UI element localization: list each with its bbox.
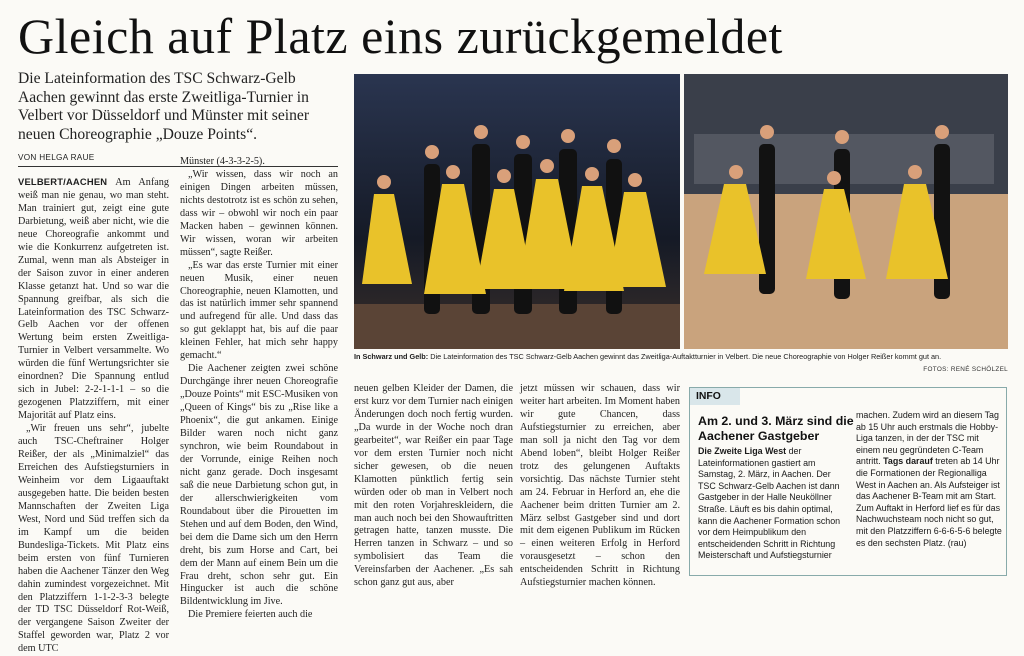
article-column-2 xyxy=(180,156,338,621)
info-text: der Lateinformationen gastiert am Samstag, 2. März, in Aachen. Der TSC Schwarz-Gelb Aachen ist dann Gastgeber in der Halle Neuköllner Straße. Läuft es bis dahin optimal, kann die Aachener Formation schon vor dem Heimpublikum den entscheidenden Schritt in Richtung Meisterschaft und Aufstiegsturnier xyxy=(698,446,841,561)
caption-text: Die Lateinformation des TSC Schwarz-Gelb Aachen gewinnt das Zweitliga-Auftaktturnier in Velbert. Die neue Choreographie von Holger Reißer kommt gut an. xyxy=(428,352,942,361)
article-column-3 xyxy=(354,383,513,589)
byline: VON HELGA RAUE xyxy=(18,151,338,167)
info-heading: Am 2. und 3. März sind die Aachener Gastgeber xyxy=(698,414,854,443)
paragraph: „Wir freuen uns sehr“, jubelte auch TSC-Cheftrainer Holger Reißer, der als „Minimalziel“ das Erreichen des Aufstiegsturniers in Weinheim vor dem Ligaauftakt ausgegeben hatte. Die beiden besten Mannschaften der Zweiten Liga West, Nord und Süd treffen sich da im Kampf um die beiden Bundesliga-Tickets. Mit Platz eins beim ersten von fünf Turnieren haben die Aachener Tänzer den Weg dahin zumindest vorgezeichnet. Mit den Platzziffern 1-1-2-3-3 belegte der TD TSC Düsseldorf Rot-Weiß, der vergangene Saison Zweiter der Staffel geworden war, Platz 2 vor dem UTC xyxy=(18,423,169,655)
info-text: machen. Zudem wird an diesem Tag ab 15 Uhr auch erstmals die Hobby-Liga tanzen, in der der TSC mit einem neu gegründeten C-Team antritt. xyxy=(856,410,999,467)
article-headline: Gleich auf Platz eins zurückgemeldet xyxy=(18,8,783,64)
photo-credit: FOTOS: RENÉ SCHÖLZEL xyxy=(923,366,1008,373)
article-column-4 xyxy=(520,383,680,589)
caption-lead: In Schwarz und Gelb: xyxy=(354,352,429,361)
paragraph: Münster (4-3-3-2-5). xyxy=(180,156,265,167)
paragraph: Die Premiere feierten auch die xyxy=(188,609,313,621)
dateline: VELBERT/AACHEN xyxy=(18,176,108,187)
info-column-1 xyxy=(698,446,850,570)
photo-formation-couples xyxy=(684,74,1008,349)
info-lead: Die Zweite Liga West xyxy=(698,446,787,456)
article-column-1 xyxy=(18,176,169,655)
paragraph: Die Aachener zeigten zwei schöne Durchgänge ihrer neuen Choreografie „Douze Points“ mit ESC-Musiken von „Queen of Kings“ bis zu „Rise like a Phoenix“, die gut ankamen. Einige Bilder waren noch nicht ganz synchron, wie beim Roundabout in der Vorrunde, einige Reihen noch nicht ganz gerade. Doch insgesamt saß die neue Darbietung schon gut, in der allerschwierigkeiten vom Roundabout über die Pirouetten im Stehen und auf dem Boden, den Wind, bei dem die Dame sich um den Herrn dreht, bis zum Horse and Cart, bei dem der Mann auf einem Bein um die Frau dreht, schon sehr gut. Ein Hingucker ist auch die schöne Bildentwicklung im Jive. xyxy=(180,363,338,608)
paragraph: „Wir wissen, dass wir noch an einigen Dingen arbeiten müssen, nichts destotrotz ist es schön zu sehen, dass wir – obwohl wir noch ein paar Macken haben – gewinnen können. Wir wissen, woran wir arbeiten müssen“, sagte Reißer. xyxy=(180,168,338,258)
info-box xyxy=(689,387,1007,576)
article-lead: Die Lateinformation des TSC Schwarz-Gelb Aachen gewinnt das erste Zweitliga-Turnier in Velbert vor Düsseldorf und Münster mit seiner neuen Choreographie „Douze Points“. xyxy=(18,70,310,143)
paragraph: „Es war das erste Turnier mit einer neuen Musik, einer neuen Choreographie, neuen Klamotten, und das ist natürlich immer sehr spannend und aufregend für alle. Und dass das so gut geklappt hat, bis auf die paar kleinen Fehler, hat mich sehr happy gemacht.“ xyxy=(180,259,338,362)
paragraph: jetzt müssen wir schauen, dass wir weiter hart arbeiten. Im Moment haben wir gute Chancen, dass Aufstiegsturnier zu erreichen, aber man soll ja nicht den Tag vor dem Abend loben“, bleibt Holger Reißer trotz des gelungenen Auftakts vorsichtig. Das nächste Turnier steht am 24. Februar in Herford an, ehe die Aachener beim dritten Turnier am 2. März selbst Gastgeber sind und dort mit dem eigenen Publikum im Rücken – einen weiteren Erfolg in Herford vorausgesetzt – schon den entscheidenden Schritt in Richtung Aufstiegsturnier machen können. xyxy=(520,383,680,589)
paragraph: Am Anfang weiß man nie genau, wo man steht. Man trainiert gut, zeigt eine gute Darbietung, weiß aber nicht, wie die neue Choreografie ankommt und wie die Konkurrenz aufgetreten ist. Zumal, wenn man als Absteiger in der Saison zuvor in einer anderen Klasse getanzt hat. Und so war die Spannung greifbar, als sich die Lateinformation des TSC Schwarz-Gelb Aachen vor der offenen Wertung beim ersten Zweitliga-Turnier in Velbert versammelte. Wo würden die fünf Wertungsrichter sie einordnen? Die Spannung entlud sich in Jubel: 2-2-1-1-1 – so die gezogenen Platzziffern, mit einer Majorität auf Platz eins. xyxy=(18,177,169,422)
info-column-2 xyxy=(856,410,1002,570)
info-text: treten ab 14 Uhr die Formationen der Regionalliga West in Aachen an. Als Aufsteiger ist das Aachener B-Team mit am Start. Zum Auftakt in Herford lief es für das Nachwuchsteam noch nicht so gut, mit den Platzziffern 6-6-6-5-6 belegte es den sechsten Platz. (rau) xyxy=(856,456,1002,548)
info-tag: INFO xyxy=(690,388,740,405)
photo-formation-group xyxy=(354,74,680,349)
photo-caption xyxy=(354,351,1008,364)
info-subhead: Tags darauf xyxy=(883,456,933,467)
paragraph: neuen gelben Kleider der Damen, die erst kurz vor dem Turnier nach einigen Änderungen doch noch fertig wurden. „Da wurde in der Woche noch dran gearbeitet“, war Reißer ein paar Tage vor dem ersten Turnier noch nicht sicher gewesen, ob die neuen Klamotten pünktlich fertig sein würden oder ob man in Velbert noch mit den roten Vorjahreskleidern, die man auch noch bei den Showauftritten getragen hatte, tanzen musste. Die Herren tanzen in Schwarz – und so symbolisiert das Team die Vereinsfarben der Aachener. „Es sah schon ganz gut aus, aber xyxy=(354,383,513,589)
